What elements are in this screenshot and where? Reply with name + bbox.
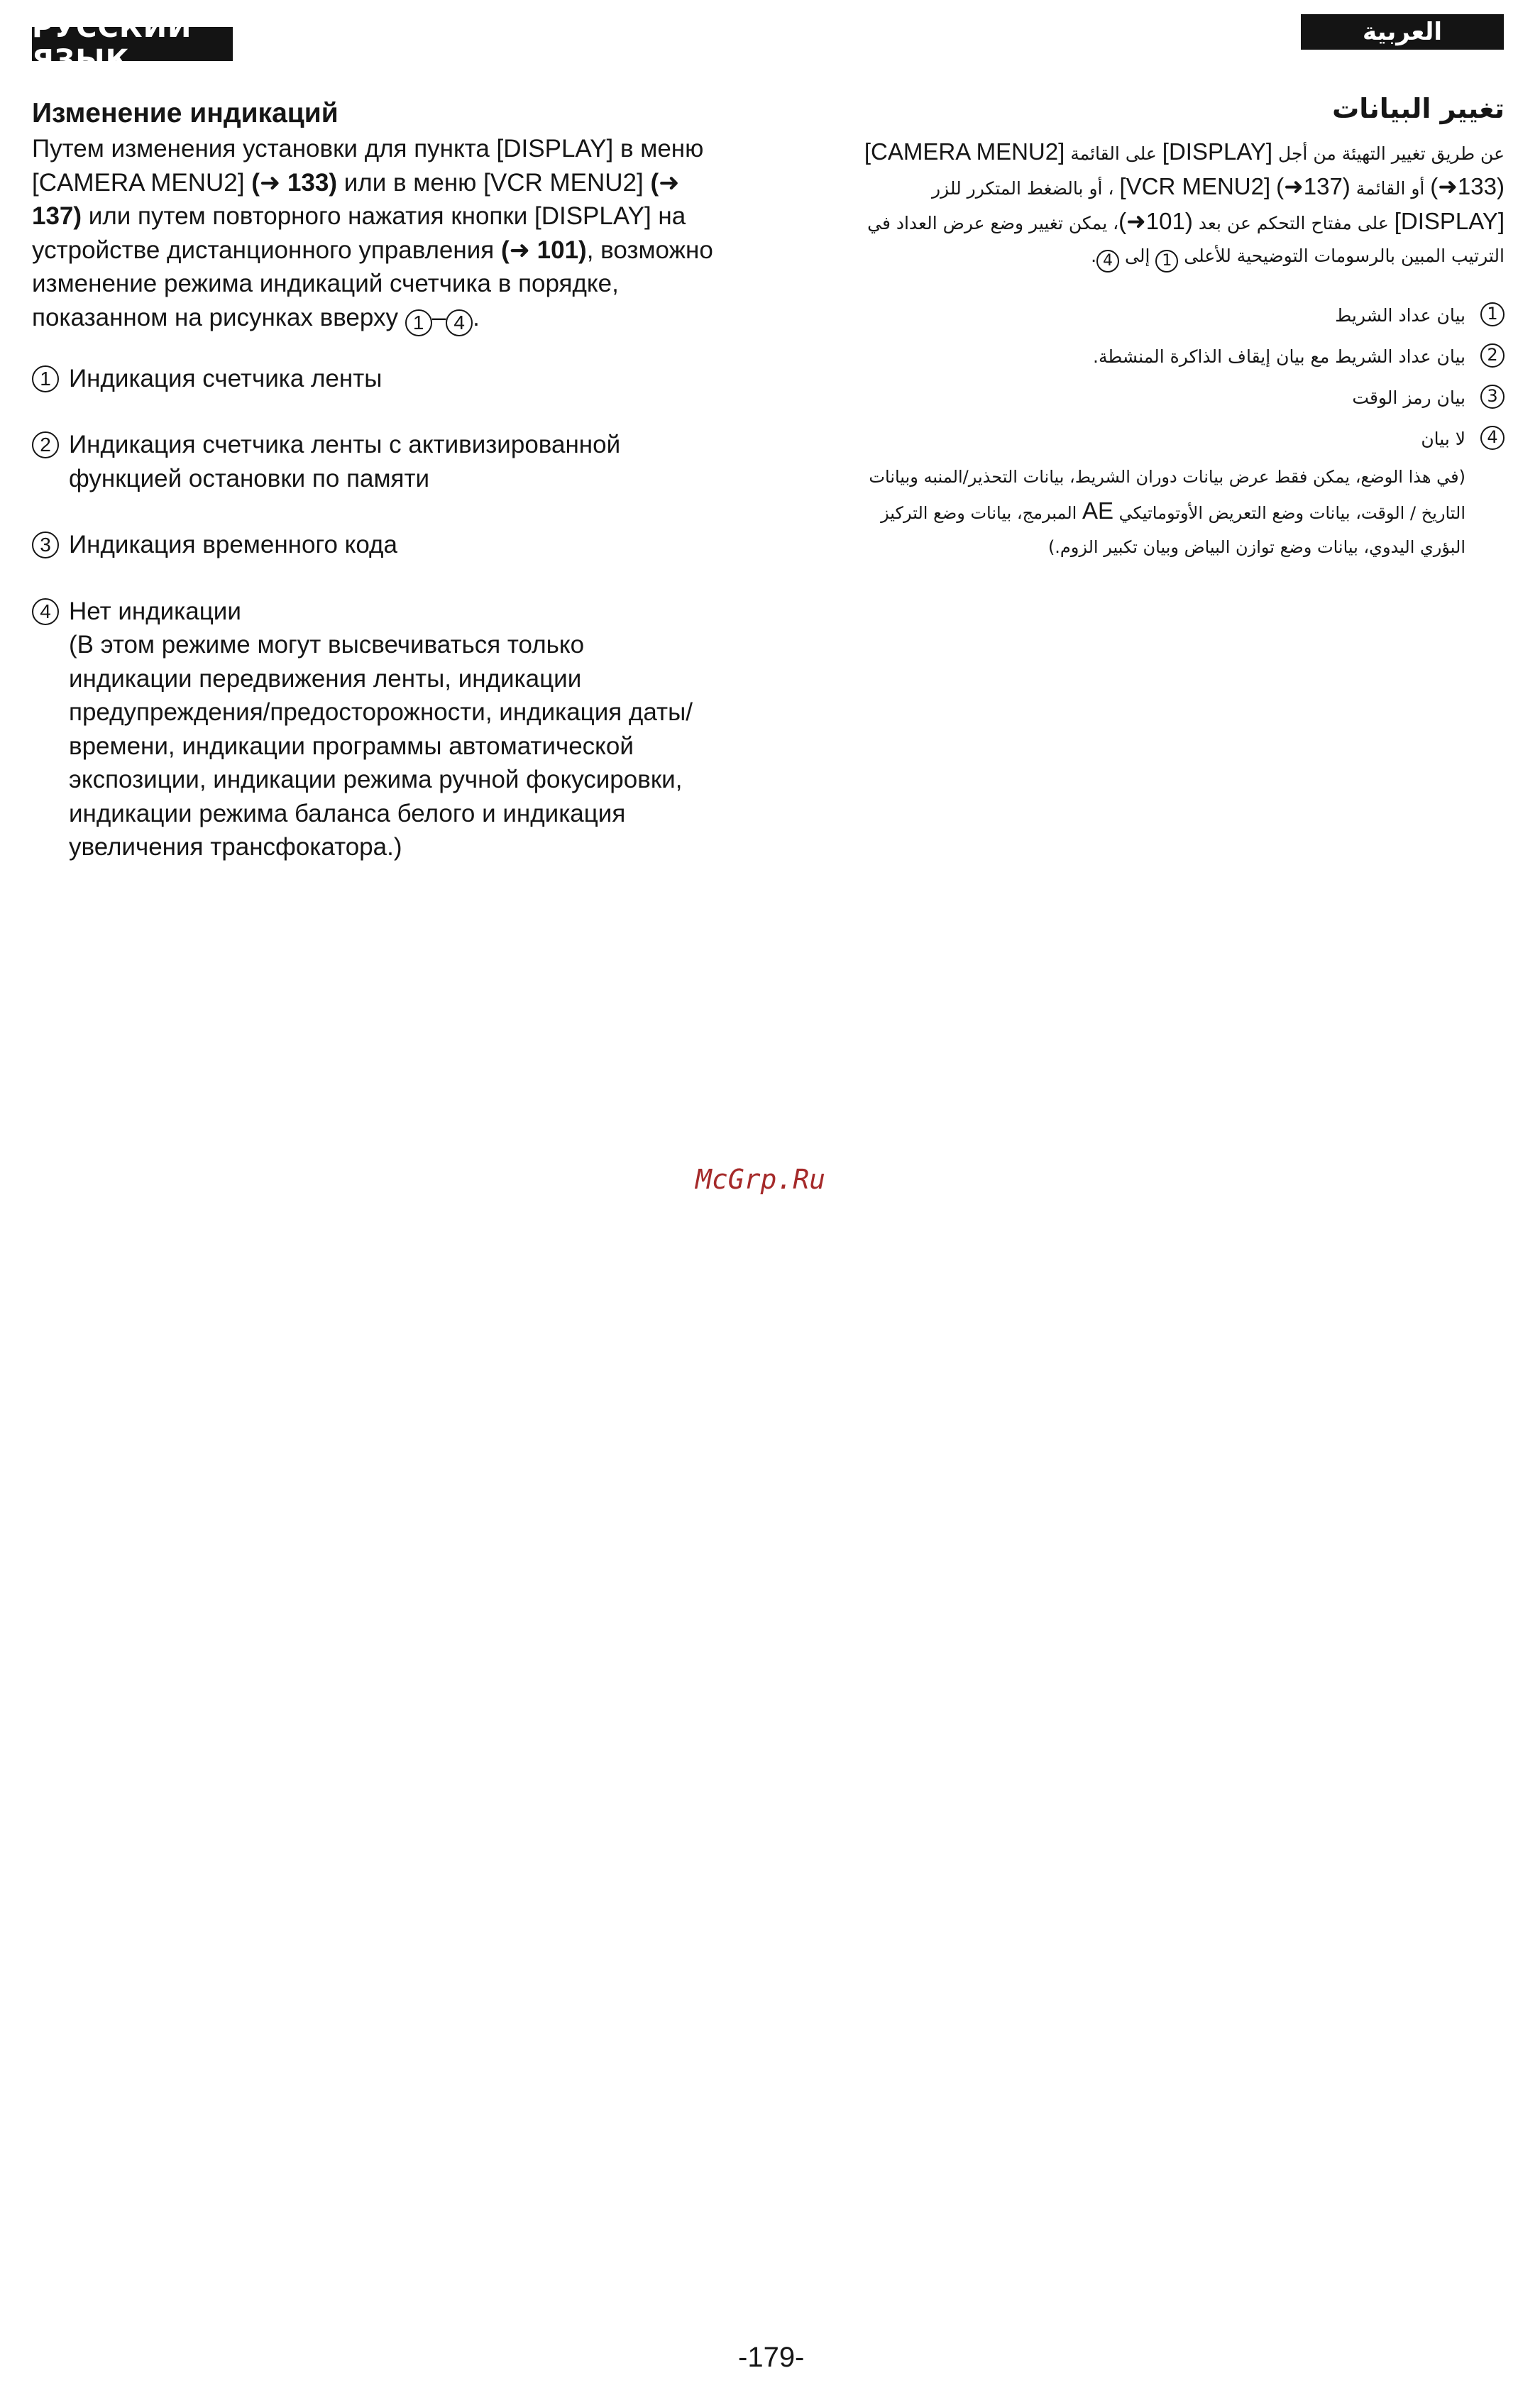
- ar-section-title: تغيير البيانات: [1332, 93, 1505, 124]
- ar-intro-text-4: ، أو بالضغط المتكرر للزر: [931, 178, 1120, 199]
- ar-intro-text-5: على مفتاح التحكم عن بعد: [1192, 213, 1395, 233]
- ar-indication-list: [830, 295, 1505, 460]
- ar-vcr-menu-label: [VCR MENU2]: [1119, 173, 1271, 199]
- russian-section: [32, 96, 713, 897]
- ar-intro-text-6: ، يمكن تغيير وضع عرض العداد في الترتيب المبين بالرسومات التوضيحية للأعلى: [867, 213, 1505, 266]
- ar-intro-text-3: أو القائمة: [1350, 178, 1431, 199]
- ar-display-label-1: [DISPLAY]: [1162, 138, 1273, 165]
- ru-list-item: [32, 362, 713, 396]
- page-number: -179-: [738, 2342, 805, 2373]
- ru-page-ref-133: (➜ 133): [251, 168, 337, 197]
- ru-item-number: 1: [32, 365, 59, 392]
- ru-intro-text-4: , возможно изменение режима индикаций счетчика в порядке, показанном на рисунках вверху: [32, 236, 713, 331]
- ar-note-text-1: (في هذا الوضع، يمكن فقط عرض بيانات دوران الشريط، بيانات التحذير/المنبه وبيانات التاريخ / الوقت، بيانات وضع التعريض الأوتوماتيكي: [869, 467, 1465, 523]
- ru-range-separator: –: [431, 303, 446, 331]
- ar-item-number: 3: [1480, 385, 1505, 409]
- ru-range-start-number: 1: [405, 309, 432, 336]
- ar-intro-text-2: على القائمة: [1065, 143, 1162, 164]
- ru-page-ref-137: (➜ 137): [32, 168, 680, 230]
- ar-page-ref-101: (➜101): [1118, 208, 1193, 234]
- ru-item-text: Индикация временного кода: [69, 531, 397, 558]
- ar-intro-text-7: إلى: [1119, 246, 1156, 266]
- ru-intro-text-3: или путем повторного нажатия кнопки [DISPLAY] на устройстве дистанционного управления: [32, 202, 686, 264]
- ar-intro-paragraph: [830, 136, 1505, 272]
- ar-item-text: لا بيان: [1421, 429, 1465, 449]
- ar-camera-menu-label: [CAMERA MENU2]: [864, 138, 1065, 165]
- ar-item-note: [830, 460, 1505, 564]
- ar-item-number: 2: [1480, 343, 1505, 368]
- ar-list-item: [830, 295, 1505, 336]
- russian-language-tab: РУССКИЙ ЯЗЫК: [32, 27, 233, 61]
- arabic-section: [830, 89, 1505, 564]
- watermark: McGrp.Ru: [695, 1164, 826, 1195]
- ru-item-note: (В этом режиме могут высвечиваться только индикации передвижения ленты, индикации предупреждения/предосторожности, индикация даты/времени, индикации программы автоматической экспозиции, индикации режима ручной фокусировки, индикации режима баланса белого и индикация увеличения трансфокатора.): [69, 631, 693, 861]
- ru-range-end-number: 4: [446, 309, 473, 336]
- ar-note-text-2: المبرمج، بيانات وضع التركيز البؤري اليدوي، بيانات وضع توازن البياض وبيان تكبير الزوم.): [881, 503, 1465, 557]
- ar-list-item: [830, 336, 1505, 378]
- ar-list-item: [830, 419, 1505, 460]
- ru-item-text: Индикация счетчика ленты: [69, 364, 383, 392]
- arabic-language-tab: العربية: [1301, 14, 1504, 50]
- ar-page-ref-133: (➜133): [1430, 173, 1505, 199]
- ru-intro-text-5: .: [473, 303, 480, 331]
- ru-intro-text-1: Путем изменения установки для пункта [DISPLAY] в меню [CAMERA MENU2]: [32, 135, 704, 197]
- ar-intro-text-1: عن طريق تغيير التهيئة من أجل: [1272, 143, 1505, 164]
- ar-display-label-2: [DISPLAY]: [1394, 208, 1505, 234]
- ru-page-ref-101: (➜ 101): [500, 236, 587, 264]
- ru-item-number: 2: [32, 431, 59, 458]
- ru-section-title: Изменение индикаций: [32, 98, 339, 128]
- ar-list-item: [830, 378, 1505, 419]
- ar-page-ref-137: (➜137): [1276, 173, 1351, 199]
- ar-ae-label: AE: [1082, 497, 1113, 524]
- ru-item-text: Нет индикации: [69, 597, 241, 625]
- ru-list-item: [32, 528, 713, 562]
- ru-item-text: Индикация счетчика ленты с активизированной функцией остановки по памяти: [69, 431, 621, 492]
- ru-indication-list: [32, 362, 713, 864]
- ru-intro-text-2: или в меню [VCR MENU2]: [337, 168, 651, 197]
- ar-item-text: بيان عداد الشريط مع بيان إيقاف الذاكرة المنشطة.: [1093, 346, 1465, 367]
- ar-item-number: 1: [1480, 302, 1505, 326]
- ru-list-item: [32, 428, 713, 495]
- ar-range-end-number: 4: [1096, 250, 1119, 272]
- ar-item-text: بيان عداد الشريط: [1335, 305, 1465, 326]
- ru-intro-paragraph: [32, 132, 713, 336]
- ar-range-start-number: 1: [1155, 250, 1178, 272]
- ru-list-item: [32, 595, 713, 864]
- ru-item-number: 3: [32, 532, 59, 558]
- ar-intro-text-8: .: [1091, 246, 1097, 266]
- ar-item-number: 4: [1480, 426, 1505, 450]
- ru-item-number: 4: [32, 598, 59, 625]
- ar-item-text: بيان رمز الوقت: [1352, 387, 1465, 408]
